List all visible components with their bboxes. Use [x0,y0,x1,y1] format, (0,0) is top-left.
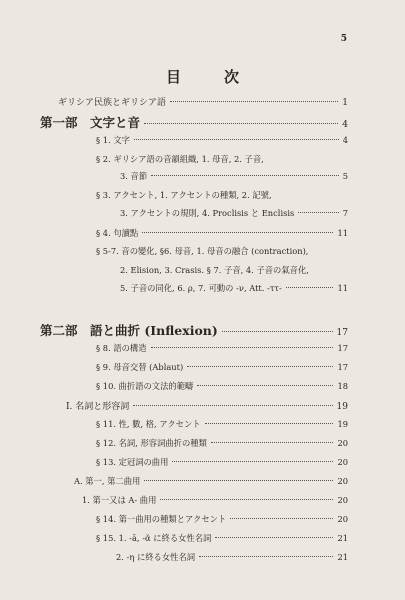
page-title: 目 次 [165,68,253,86]
leader-dots [134,139,339,140]
leader-dots [286,287,334,288]
toc-entry [96,513,348,525]
leader-dots [215,537,333,538]
leader-dots [298,212,338,213]
leader-dots [222,331,333,332]
leader-dots [172,461,333,462]
toc-entry-text: § 1. 文字 [96,135,130,145]
toc-entry-text: § 4. 句讀點 [96,228,139,238]
toc-entry-page: 20 [337,495,348,505]
toc-entry-page: 20 [337,438,348,448]
toc-entry [74,475,348,487]
toc-entry [96,456,348,468]
toc-entry [96,418,348,430]
toc-entry [58,95,348,108]
leader-dots [144,123,338,124]
toc-entry-text: 1. 第一又は A- 曲用 [82,495,157,505]
toc-entry-page: 20 [337,457,348,467]
toc-entry-text: § 12. 名詞, 形容詞曲折の種類 [96,438,207,448]
toc-entry-text: 3. アクセントの規則, 4. Proclisis と Enclisis [120,208,295,218]
toc-entry-text: § 2. ギリシア語の音韻組織, 1. 母音, 2. 子音, [96,154,264,164]
toc-entry-page: 1 [342,98,348,108]
toc-entry-text: I. 名詞と形容詞 [66,402,130,412]
toc-entry-text: 第一部 文字と音 [40,115,141,130]
toc-entry [120,282,348,294]
toc-entry-text: 3. 音節 [120,171,148,181]
toc-entry [120,170,348,182]
leader-dots [187,366,333,367]
toc-entry-text: A. 第一, 第二曲用 [74,476,141,486]
toc-entry-page: 21 [337,533,348,543]
toc-entry-text: 5. 子音の同化, 6. ρ, 7. 可動の -ν, Att. -ττ- [120,283,282,293]
toc-entry-text: § 10. 曲折語の文法的範疇 [96,381,194,391]
toc-entry [96,361,348,373]
toc-entry-page: 18 [337,381,348,391]
toc-entry [116,551,348,563]
leader-dots [133,405,332,406]
leader-dots [230,518,333,519]
toc-entry-page: 19 [336,402,348,412]
toc-entry-page: 20 [337,514,348,524]
leader-dots [151,175,339,176]
leader-dots [144,480,333,481]
toc-entry-page: 21 [337,552,348,562]
toc-entry [96,227,348,239]
toc-entry-text: 2. Elision, 3. Crasis. § 7. 子音, 4. 子音の氣音化, [120,265,309,275]
toc-entry-page: 11 [337,283,348,293]
leader-dots [211,442,334,443]
leader-dots [142,232,333,233]
toc-entry-text: ギリシア民族とギリシア語 [58,98,167,108]
toc-part-heading [40,113,348,131]
toc-entry-page: 11 [337,228,348,238]
leader-dots [151,347,334,348]
toc-entry-page: 17 [337,343,348,353]
toc-entry [82,494,348,506]
toc-entry-text: § 8. 語の構造 [96,343,147,353]
leader-dots [199,556,333,557]
toc-entry-page: 4 [342,135,348,145]
toc-entry [96,437,348,449]
toc-entry-page: 17 [337,362,348,372]
toc-entry-text: § 14. 第一曲用の種類とアクセント [96,514,227,524]
toc-entry-text: § 9. 母音交替 (Ablaut) [96,362,184,372]
leader-dots [205,423,334,424]
leader-dots [170,101,338,102]
toc-entry-text: 2. -η に終る女性名詞 [116,552,196,562]
toc-entry-text: § 15. 1. -ā, -ᾰ に終る女性名詞 [96,533,212,543]
toc-entry-text: § 13. 定冠詞の曲用 [96,457,169,467]
leader-dots [197,385,333,386]
toc-entry-text: § 5-7. 音の變化, §6. 母音, 1. 母音の融合 (contraction), [96,246,309,256]
toc-entry-page: 5 [342,171,348,181]
leader-dots [160,499,333,500]
toc-entry-text: § 11. 性, 數, 格, アクセント [96,419,201,429]
toc-entry [96,342,348,354]
toc-entry-text: 第二部 語と曲折 (Inflexion) [40,323,218,338]
toc-part-heading [40,321,348,339]
toc-entry-page: 7 [342,208,348,218]
toc-entry [120,207,348,219]
page-number: 5 [340,34,347,44]
toc-entry-page: 17 [336,328,348,338]
toc-entry-page: 4 [342,120,348,130]
toc-entry [96,532,348,544]
toc-entry [66,399,348,412]
toc-entry [96,134,348,146]
toc-entry-page: 19 [337,419,348,429]
toc-entry-page: 20 [337,476,348,486]
toc-entry [96,380,348,392]
toc-entry-text: § 3. アクセント, 1. アクセントの種類, 2. 記號, [96,190,272,200]
